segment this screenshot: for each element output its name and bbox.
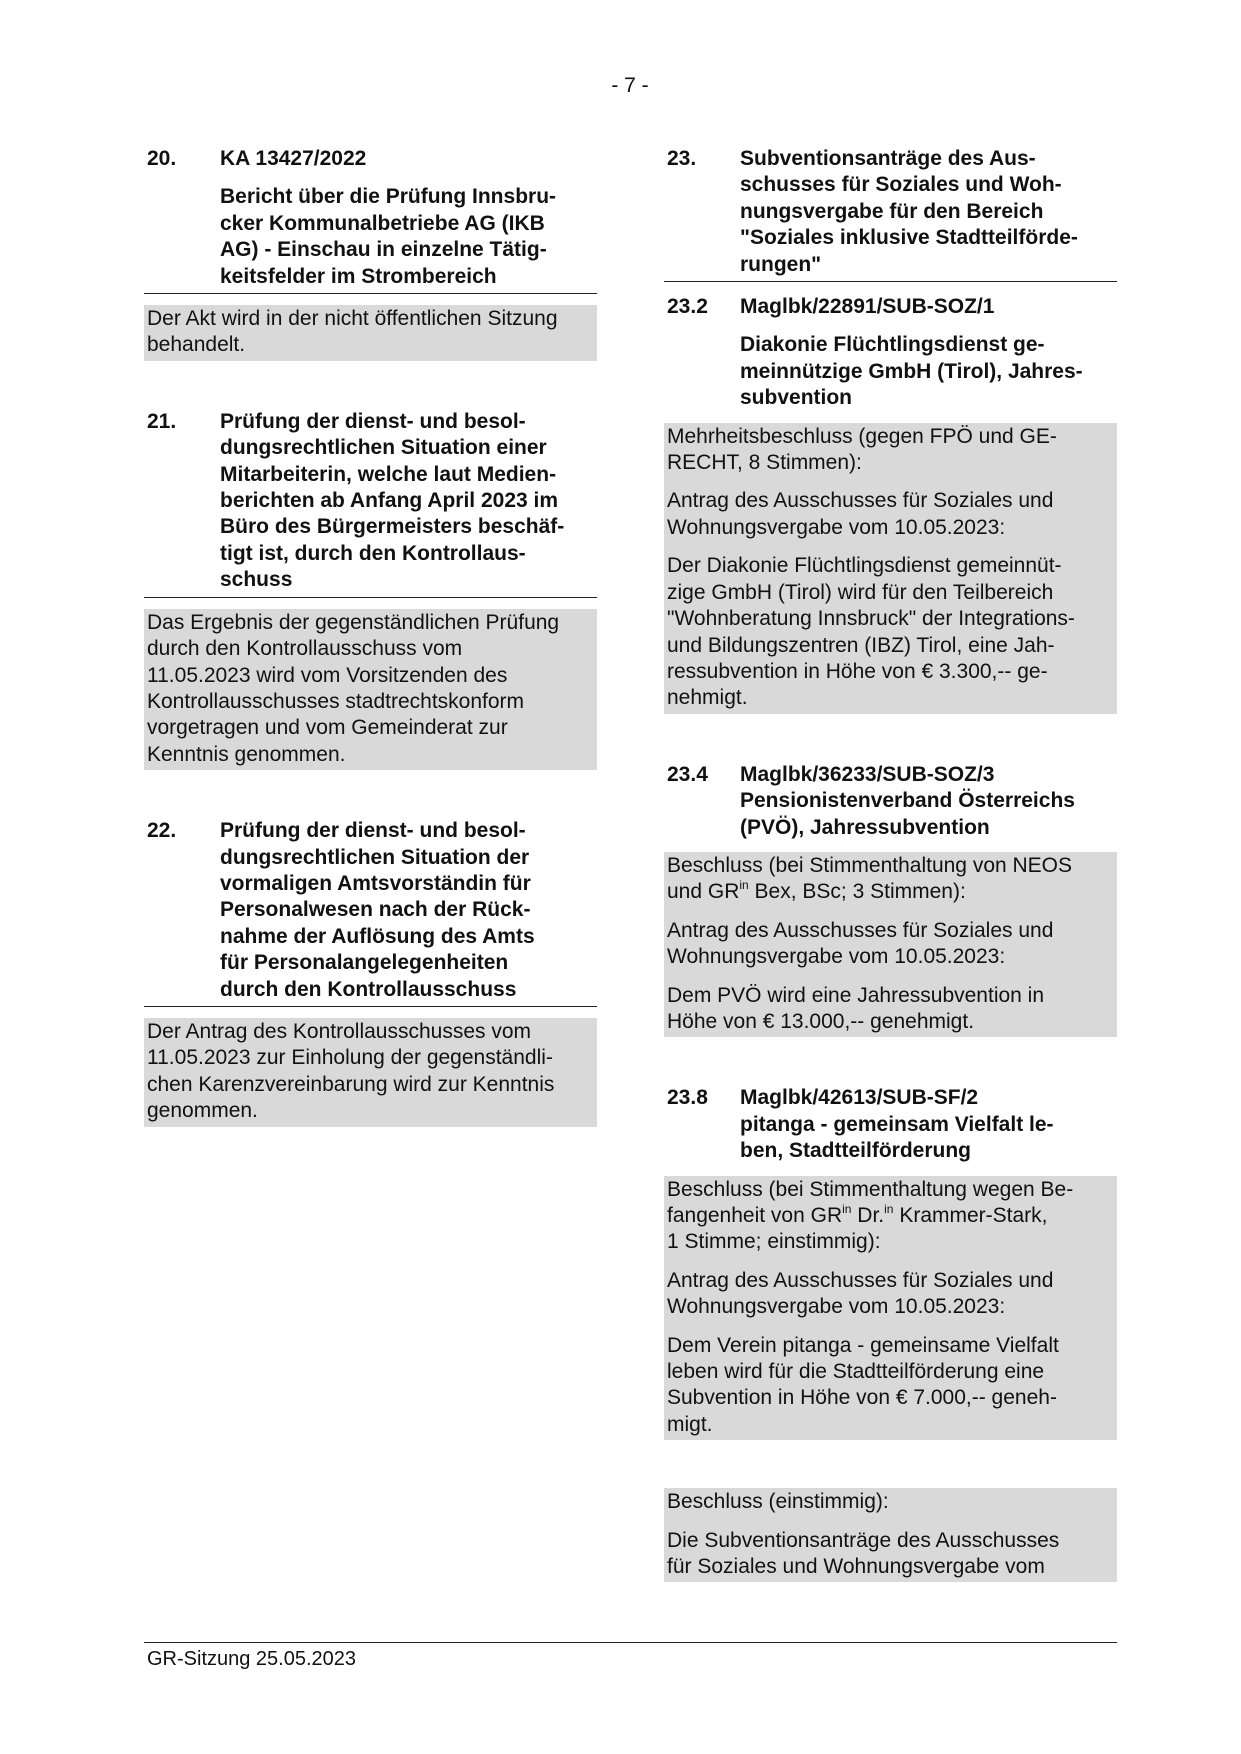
agenda-item-23-2-heading <box>664 294 1117 412</box>
resolution-motion: Antrag des Ausschusses für Soziales und Wohnungsvergabe vom 10.05.2023: <box>667 489 1054 539</box>
resolution-box <box>664 1176 1117 1441</box>
resolution-text: Dem Verein pitanga - gemeinsame Vielfalt leben wird für die Stadtteilförderung eine Subvention in Höhe von € 7.000,-- geneh- migt. <box>667 1333 1059 1436</box>
resolution-motion: Antrag des Ausschusses für Soziales und Wohnungsvergabe vom 10.05.2023: <box>667 918 1054 969</box>
item-number: 20. <box>147 147 177 170</box>
resolution-text: Der Antrag des Kontrollausschusses vom 11.05.2023 zur Einholung der gegenständli- chen Karenzvereinbarung wird zur Kenntnis genommen. <box>147 1019 555 1123</box>
agenda-item-23-4-heading: 23.4 Maglbk/36233/SUB-SOZ/3 Pensionistenverband Österreichs (PVÖ), Jahressubvention <box>667 762 1075 839</box>
resolution-vote: Beschluss (einstimmig): <box>667 1490 889 1514</box>
resolution-vote: Beschluss (bei Stimmenthaltung wegen Be- fangenheit von $GR^{in}$ Dr.$^{in}$ Krammer-Stark, 1 Stimme; einstimmig): <box>667 1177 1074 1254</box>
agenda-item-21-heading: 21. Prüfung der dienst- und besol- dungsrechtlichen Situation einer Mitarbeiterin, welche laut Medien- berichten ab Anfang April 2023 im Büro des Bürgermeisters beschäf- tigt ist, durch den Kontrollaus- schuss <box>144 409 597 598</box>
resolution-box <box>144 305 597 361</box>
resolution-vote: Mehrheitsbeschluss (gegen FPÖ und GE- RECHT, 8 Stimmen): <box>667 424 1057 475</box>
item-number: 23.8 <box>667 1086 708 1110</box>
item-number: 21. <box>147 409 177 433</box>
left-column <box>144 146 597 1127</box>
agenda-item-23-heading: 23. Subventionsanträge des Aus- schusses für Soziales und Woh- nungsvergabe für den Bereich "Soziales inklusive Stadtteilförde- rungen" <box>664 146 1117 282</box>
resolution-text: Die Subventionsanträge des Ausschusses für Soziales und Wohnungsvergabe vom <box>667 1528 1060 1579</box>
resolution-motion: Antrag des Ausschusses für Soziales und Wohnungsvergabe vom 10.05.2023: <box>667 1268 1054 1319</box>
resolution-text: Dem PVÖ wird eine Jahressubvention in Höhe von € 13.000,-- genehmigt. <box>667 983 1045 1033</box>
item-number: 22. <box>147 819 177 843</box>
agenda-item-20-heading <box>144 146 597 294</box>
footer-divider <box>144 1642 1117 1643</box>
final-resolution-box <box>664 1488 1117 1582</box>
resolution-box <box>664 852 1117 1037</box>
right-column <box>664 146 1117 1582</box>
item-subtitle: Bericht über die Prüfung Innsbru- cker Kommunalbetriebe AG (IKB AG) - Einschau in einzelne Tätig- keitsfelder im Strombereich <box>220 185 557 288</box>
item-number: 23.4 <box>667 762 708 786</box>
item-title: Maglbk/22891/SUB-SOZ/1 <box>740 295 995 319</box>
resolution-text: Der Diakonie Flüchtlingsdienst gemeinnüt- zige GmbH (Tirol) wird für den Teilbereich "Wohnberatung Innsbruck" der Integrations- und Bildungszentren (IBZ) Tirol, eine Jah- ressubvention in Höhe von € 3.300,-- ge- nehmigt. <box>667 554 1075 710</box>
item-subtitle: Diakonie Flüchtlingsdienst ge- meinnützige GmbH (Tirol), Jahres- subvention <box>740 333 1083 410</box>
resolution-text: Der Akt wird in der nicht öffentlichen Sitzung behandelt. <box>147 307 558 357</box>
resolution-vote: Beschluss (bei Stimmenthaltung von NEOS und $GR^{in}$ Bex, BSc; 3 Stimmen): <box>667 853 1073 904</box>
resolution-box <box>144 609 597 770</box>
item-number: 23. <box>667 147 697 170</box>
item-title: KA 13427/2022 <box>220 147 367 170</box>
resolution-box <box>664 423 1117 714</box>
resolution-text: Das Ergebnis der gegenständlichen Prüfung durch den Kontrollausschuss vom 11.05.2023 wird vom Vorsitzenden des Kontrollausschusses stadtrechtskonform vorgetragen und vom Gemeinderat zur Kenntnis genommen. <box>147 610 560 766</box>
page-number: - 7 - <box>611 74 649 97</box>
agenda-item-22-heading: 22. Prüfung der dienst- und besol- dungsrechtlichen Situation der vormaligen Amtsvorständin für Personalwesen nach der Rück- nahme der Auflösung des Amts für Personalangelegenheiten durch den Kontrollausschuss <box>144 818 597 1007</box>
resolution-box <box>144 1018 597 1127</box>
item-number: 23.2 <box>667 295 708 319</box>
footer-text: GR-Sitzung 25.05.2023 <box>147 1648 357 1670</box>
agenda-item-23-8-heading: 23.8 Maglbk/42613/SUB-SF/2 pitanga - gemeinsam Vielfalt le- ben, Stadtteilförderung <box>667 1086 1054 1163</box>
